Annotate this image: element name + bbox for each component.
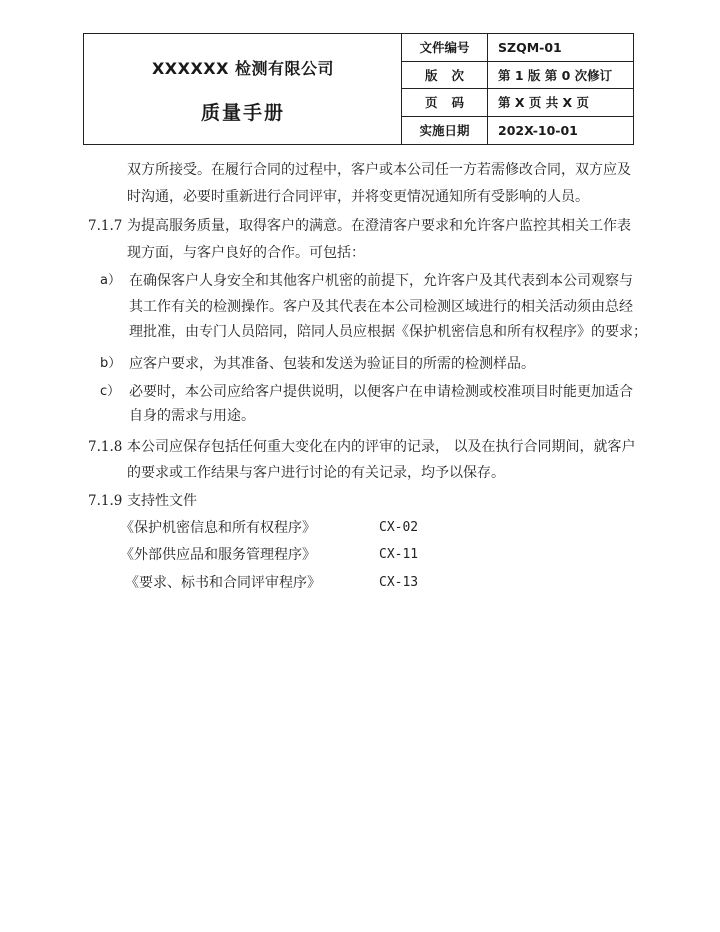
item-a-line-2: 其工作有关的检测操作。客户及其代表在本公司检测区域进行的相关活动须由总经 bbox=[129, 299, 633, 315]
manual-title: 质量手册 bbox=[200, 102, 285, 124]
list-marker-c: c） bbox=[100, 384, 121, 399]
header-value-page: 第 X 页 共 X 页 bbox=[498, 95, 590, 110]
item-c-line-1: 必要时，本公司应给客户提供说明，以便客户在申请检测或校准项目时能更加适合 bbox=[129, 384, 633, 400]
section-7-1-7-line-2: 现方面，与客户良好的合作。可包括： bbox=[127, 245, 365, 261]
supporting-doc-name-3: 《要求、标书和合同评审程序》 bbox=[125, 575, 321, 591]
section-7-1-8-line-1: 本公司应保存包括任何重大变化在内的评审的记录， 以及在执行合同期间，就客户 bbox=[127, 439, 636, 455]
section-number-7-1-9: 7.1.9 bbox=[88, 493, 123, 509]
header-key-doc-number: 文件编号 bbox=[402, 34, 488, 61]
list-marker-a: a） bbox=[100, 273, 121, 288]
section-7-1-8-line-2: 的要求或工作结果与客户进行讨论的有关记录，均予以保存。 bbox=[127, 465, 505, 481]
item-c-line-2: 自身的需求与用途。 bbox=[129, 408, 255, 424]
header-row-doc-number bbox=[402, 34, 633, 62]
supporting-doc-code-2: CX-11 bbox=[379, 547, 419, 562]
supporting-doc-name-1: 《保护机密信息和所有权程序》 bbox=[120, 520, 316, 536]
item-b-line-1: 应客户要求，为其准备、包装和发送为验证目的所需的检测样品。 bbox=[129, 356, 535, 372]
document-header-table bbox=[83, 33, 634, 145]
header-title-cell bbox=[84, 34, 402, 144]
item-a-line-3: 理批准，由专门人员陪同，陪同人员应根据《保护机密信息和所有权程序》的要求； bbox=[129, 324, 647, 340]
header-info-cells bbox=[402, 34, 633, 144]
supporting-doc-code-1: CX-02 bbox=[379, 520, 419, 535]
header-row-edition bbox=[402, 62, 633, 90]
supporting-doc-code-3: CX-13 bbox=[379, 575, 419, 590]
header-row-page bbox=[402, 89, 633, 117]
header-key-edition: 版次 bbox=[402, 62, 488, 89]
header-key-effective-date: 实施日期 bbox=[402, 117, 488, 145]
header-value-doc-number: SZQM-01 bbox=[498, 40, 562, 55]
section-number-7-1-7: 7.1.7 bbox=[88, 218, 123, 234]
supporting-doc-name-2: 《外部供应品和服务管理程序》 bbox=[120, 547, 316, 563]
section-7-1-7-line-1: 为提高服务质量，取得客户的满意。在澄清客户要求和允许客户监控其相关工作表 bbox=[127, 218, 631, 234]
header-value-effective-date: 202X-10-01 bbox=[498, 122, 578, 138]
list-marker-b: b） bbox=[100, 356, 122, 371]
intro-line-1: 双方所接受。在履行合同的过程中，客户或本公司任一方若需修改合同，双方应及 bbox=[127, 162, 631, 178]
company-name: XXXXXX 检测有限公司 bbox=[151, 59, 335, 78]
header-key-page: 页码 bbox=[402, 89, 488, 116]
section-number-7-1-8: 7.1.8 bbox=[88, 439, 123, 455]
intro-line-2: 时沟通，必要时重新进行合同评审，并将变更情况通知所有受影响的人员。 bbox=[127, 189, 589, 205]
header-value-edition: 第 1 版 第 0 次修订 bbox=[498, 67, 613, 83]
header-row-effective-date bbox=[402, 117, 633, 145]
section-7-1-9-title: 支持性文件 bbox=[127, 493, 197, 509]
item-a-line-1: 在确保客户人身安全和其他客户机密的前提下，允许客户及其代表到本公司观察与 bbox=[129, 273, 633, 289]
